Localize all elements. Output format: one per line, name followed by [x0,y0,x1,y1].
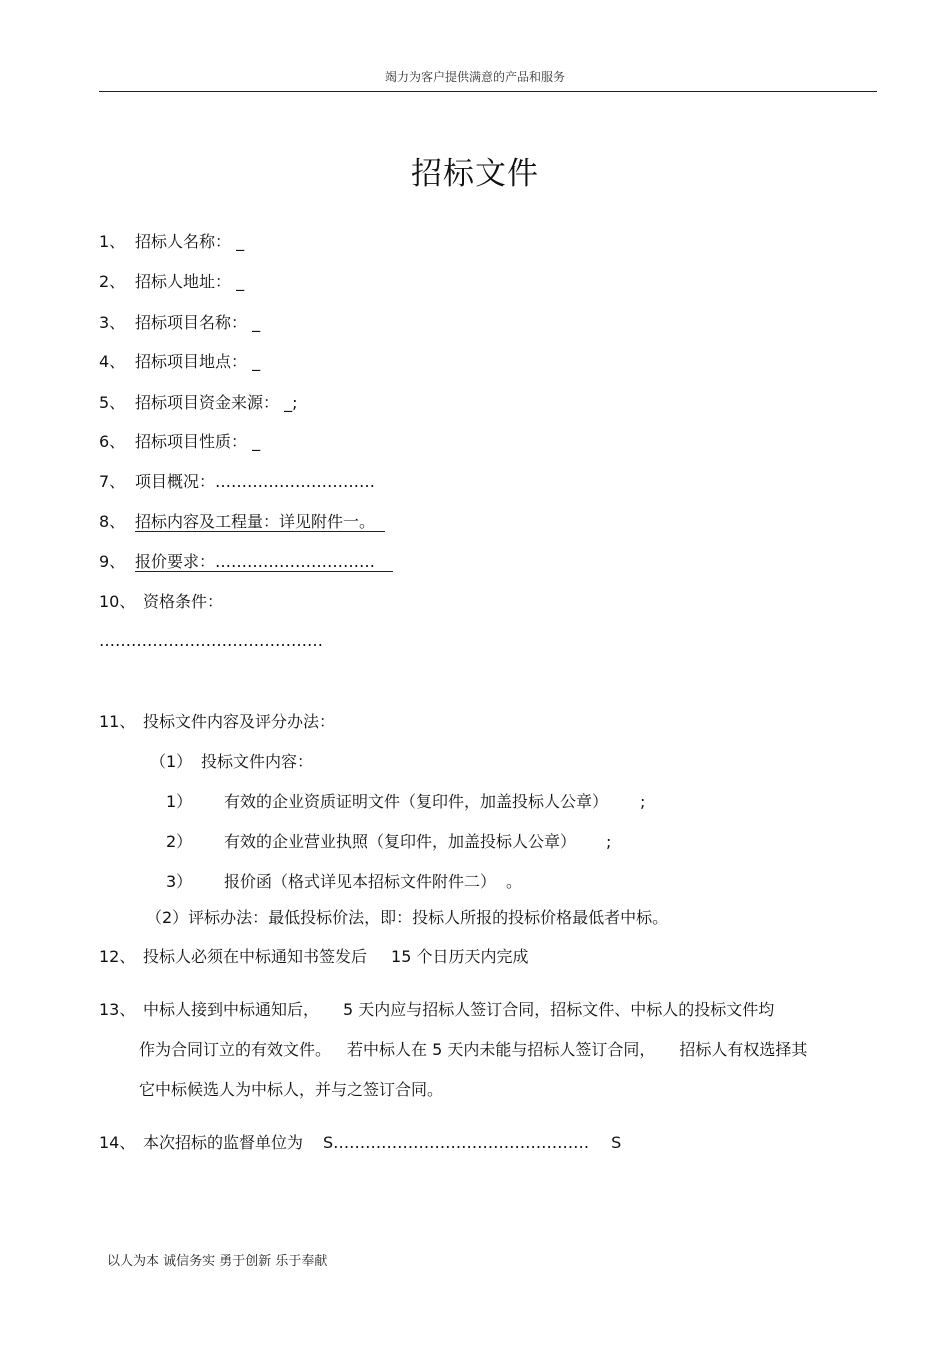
item-text: 报价要求：………………………… [135,552,393,572]
sub-list-number: 2） [166,832,193,851]
item-text: 5 天内应与招标人签订合同，招标文件、中标人的投标文件均 [343,1000,775,1019]
item-text-tail: 15 个日历天内完成 [391,947,529,966]
item-text: 中标人接到中标通知后， [143,1000,320,1019]
item-number: 13、 [99,1000,136,1019]
list-item [99,232,244,252]
sub-list-text: 有效的企业资质证明文件（复印件，加盖投标人公章） [224,792,609,811]
sub-list-end: ; [640,792,646,811]
item-text: 招标项目性质： _ [135,432,261,451]
item-text: 若中标人在 5 天内未能与招标人签订合同， [347,1040,656,1059]
list-item [99,432,260,452]
supervisor-placeholder: S………………………………………… [323,1133,590,1152]
sub-item [150,752,313,772]
header-slogan: 竭力为客户提供满意的产品和服务 [384,70,565,84]
item-text: 项目概况：………………………… [135,472,376,491]
footer-motto: 以人为本 诚信务实 勇于创新 乐于奉献 [107,1254,328,1269]
item-number: 4、 [99,352,126,371]
list-item [99,947,528,967]
list-item [99,472,375,492]
item-number: 6、 [99,432,126,451]
header-divider [99,91,877,92]
sub-list-end: 。 [506,872,523,891]
item-text: 投标人必须在中标通知书签发后 [143,947,368,966]
item-continuation [139,1040,807,1060]
item-text: 招标人有权选择其 [679,1040,808,1059]
item-text: 招标项目地点： _ [135,352,261,371]
sub-item-evaluation: （2）评标办法：最低投标价法，即：投标人所报的投标价格最低者中标。 [146,908,669,927]
item-number: 5、 [99,393,126,412]
item-number: 7、 [99,472,126,491]
sub-list-item [166,872,522,892]
item-number: 12、 [99,947,136,966]
sub-list-text: 报价函（格式详见本招标文件附件二） [224,872,489,891]
sub-list-number: 1） [166,792,193,811]
item-text: 招标项目名称： _ [135,313,261,332]
item-text: 招标项目资金来源： _; [135,393,298,412]
list-item [99,313,260,333]
list-item [99,1000,774,1020]
item-text: 本次招标的监督单位为 [143,1133,304,1152]
sub-list-item [166,792,645,812]
qualification-placeholder: …………………………………… [99,631,323,650]
sub-list-text: 有效的企业营业执照（复印件，加盖投标人公章） [224,832,577,851]
sub-item-number: （1） [150,752,193,771]
list-item [99,512,385,532]
item-text: 作为合同订立的有效文件。 [139,1040,332,1059]
item-text: 招标人地址： _ [135,272,245,291]
list-item [99,272,244,292]
item-continuation: 它中标候选人为中标人，并与之签订合同。 [139,1080,444,1099]
item-number: 8、 [99,512,126,531]
item-text: 投标文件内容及评分办法： [143,712,336,731]
document-title: 招标文件 [411,156,539,192]
list-item [99,1133,621,1153]
list-item [99,592,223,612]
item-text: 招标人名称： _ [135,232,245,251]
item-number: 1、 [99,232,126,251]
sub-list-end: ; [606,832,612,851]
item-text: 招标内容及工程量：详见附件一。 [135,512,385,532]
supervisor-end: S [611,1133,622,1152]
list-item [99,393,297,413]
item-number: 9、 [99,552,126,571]
item-number: 2、 [99,272,126,291]
sub-list-number: 3） [166,872,193,891]
item-number: 11、 [99,712,136,731]
list-item [99,552,393,572]
sub-list-item [166,832,611,852]
list-item [99,712,335,732]
item-number: 10、 [99,592,136,611]
item-text: 资格条件： [143,592,224,611]
sub-item-text: 投标文件内容： [201,752,314,771]
item-number: 3、 [99,313,126,332]
list-item [99,352,260,372]
item-number: 14、 [99,1133,136,1152]
